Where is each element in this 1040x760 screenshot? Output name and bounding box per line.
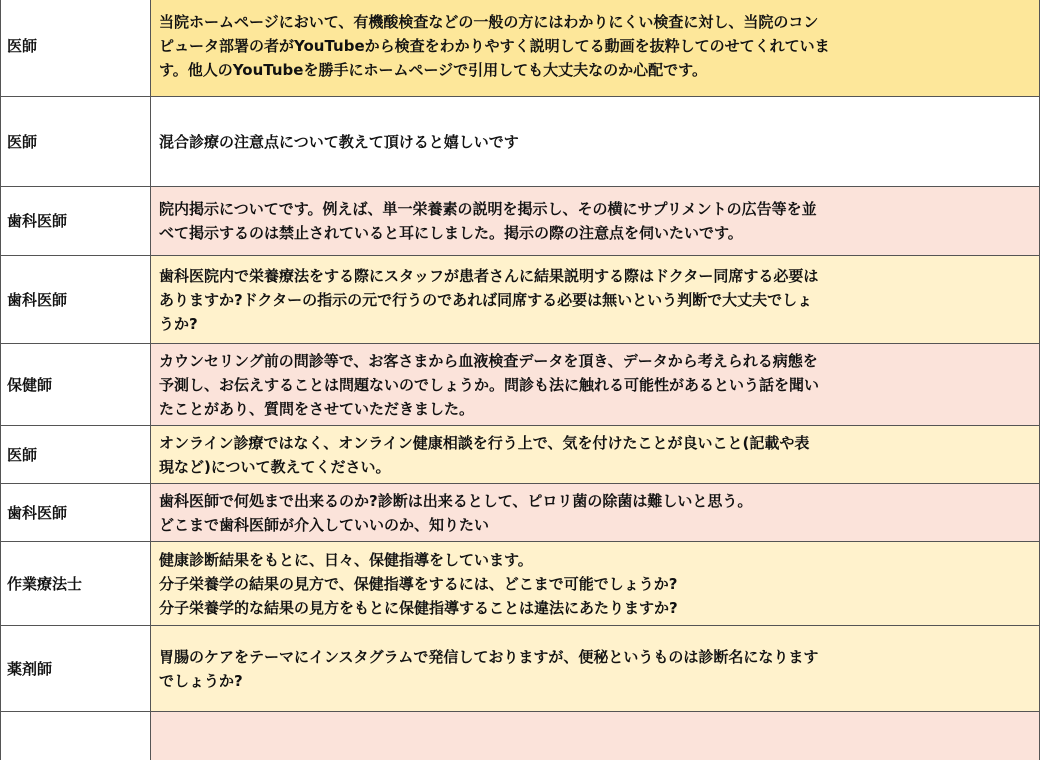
- question-cell: 混合診療の注意点について教えて頂けると嬉しいです: [151, 97, 1040, 187]
- role-cell: 歯科医師: [1, 484, 151, 542]
- table-row: [1, 426, 1040, 484]
- table-row: [1, 344, 1040, 426]
- role-cell: 医師: [1, 426, 151, 484]
- question-cell: 院内掲示についてです。例えば、単一栄養素の説明を掲示し、その横にサプリメントの広告等を並 べて掲示するのは禁止されていると耳にしました。掲示の際の注意点を伺いたいです。: [151, 187, 1040, 256]
- question-cell: 健康診断結果をもとに、日々、保健指導をしています。 分子栄養学の結果の見方で、保健指導をするには、どこまで可能でしょうか? 分子栄養学的な結果の見方をもとに保健指導することは違法にあたりますか?: [151, 542, 1040, 626]
- question-cell: オンライン診療ではなく、オンライン健康相談を行う上で、気を付けたことが良いこと(記載や表 現など)について教えてください。: [151, 426, 1040, 484]
- question-cell: カウンセリング前の問診等で、お客さまから血液検査データを頂き、データから考えられる病態を 予測し、お伝えすることは問題ないのでしょうか。問診も法に触れる可能性があるという話を聞い たことがあり、質問をさせていただきました。: [151, 344, 1040, 426]
- question-cell: 当院ホームページにおいて、有機酸検査などの一般の方にはわかりにくい検査に対し、当院のコン ピュータ部署の者がYouTubeから検査をわかりやすく説明してる動画を抜粋してのせてくれていま す。他人のYouTubeを勝手にホームページで引用しても大丈夫なのか心配です。: [151, 0, 1040, 97]
- role-cell: 歯科医師: [1, 187, 151, 256]
- table-row: [1, 484, 1040, 542]
- role-cell: 作業療法士: [1, 542, 151, 626]
- table-row: [1, 626, 1040, 712]
- table-row: [1, 0, 1040, 97]
- role-cell: 歯科医師: [1, 256, 151, 344]
- question-cell: 歯科医院内で栄養療法をする際にスタッフが患者さんに結果説明する際はドクター同席する必要は ありますか?ドクターの指示の元で行うのであれば同席する必要は無いという判断で大丈夫でしょ うか?: [151, 256, 1040, 344]
- table-row: [1, 256, 1040, 344]
- role-cell: 医師: [1, 0, 151, 97]
- table-row: [1, 542, 1040, 626]
- table-row: [1, 712, 1040, 760]
- role-cell: 保健師: [1, 344, 151, 426]
- table-row: [1, 97, 1040, 187]
- table-row: [1, 187, 1040, 256]
- question-cell: 胃腸のケアをテーマにインスタグラムで発信しておりますが、便秘というものは診断名になります でしょうか?: [151, 626, 1040, 712]
- role-cell: 薬剤師: [1, 626, 151, 712]
- question-cell: 歯科医師で何処まで出来るのか?診断は出来るとして、ピロリ菌の除菌は難しいと思う。 どこまで歯科医師が介入していいのか、知りたい: [151, 484, 1040, 542]
- role-cell: 医師: [1, 97, 151, 187]
- question-cell: [151, 712, 1040, 760]
- role-cell: [1, 712, 151, 760]
